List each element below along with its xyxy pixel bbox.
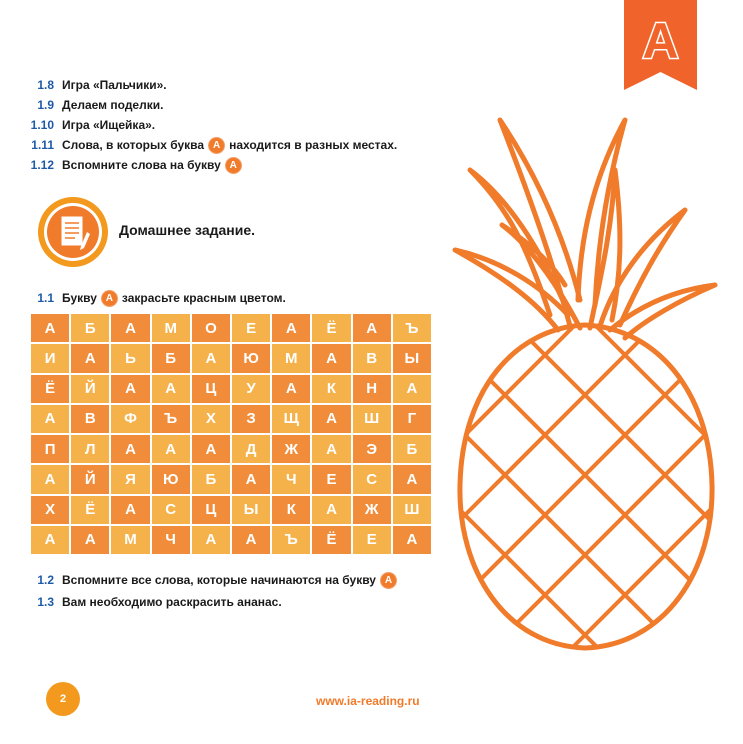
grid-cell[interactable]: А	[111, 496, 149, 524]
grid-cell[interactable]: Й	[71, 375, 109, 403]
grid-cell[interactable]: Ш	[353, 405, 391, 433]
grid-cell[interactable]: Ь	[111, 344, 149, 372]
grid-cell[interactable]: А	[111, 375, 149, 403]
grid-cell[interactable]: У	[232, 375, 270, 403]
grid-cell[interactable]: Ю	[232, 344, 270, 372]
grid-cell[interactable]: А	[111, 314, 149, 342]
grid-cell[interactable]: Ъ	[272, 526, 310, 554]
grid-cell[interactable]: К	[272, 496, 310, 524]
grid-cell[interactable]: Ё	[312, 526, 350, 554]
grid-cell[interactable]: М	[152, 314, 190, 342]
grid-cell[interactable]: К	[312, 375, 350, 403]
letter-ribbon	[624, 0, 697, 90]
grid-cell[interactable]: А	[71, 526, 109, 554]
item-text: Вспомните слова на букву	[62, 158, 221, 172]
grid-cell[interactable]: Ж	[272, 435, 310, 463]
grid-cell[interactable]: М	[272, 344, 310, 372]
list-item	[30, 156, 246, 174]
ribbon-letter: А	[642, 13, 679, 69]
item-text: Делаем поделки.	[62, 98, 164, 112]
item-number: 1.3	[37, 595, 54, 609]
item-text: Вспомните все слова, которые начинаются на букву	[62, 573, 376, 587]
grid-cell[interactable]: А	[31, 526, 69, 554]
grid-cell[interactable]: М	[111, 526, 149, 554]
grid-cell[interactable]: Ё	[71, 496, 109, 524]
grid-cell[interactable]: А	[31, 465, 69, 493]
item-text: Слова, в которых буква	[62, 138, 205, 152]
homework-document-icon	[37, 196, 109, 268]
grid-cell[interactable]: Ъ	[152, 405, 190, 433]
grid-cell[interactable]: А	[232, 526, 270, 554]
grid-cell[interactable]: З	[232, 405, 270, 433]
grid-cell[interactable]: Щ	[272, 405, 310, 433]
item-number: 1.1	[37, 291, 54, 305]
list-item	[30, 593, 282, 611]
letter-badge: А	[225, 157, 242, 174]
item-number: 1.11	[31, 138, 54, 152]
list-item	[30, 289, 286, 307]
grid-cell[interactable]: Я	[111, 465, 149, 493]
grid-cell[interactable]: А	[192, 526, 230, 554]
grid-cell[interactable]: Ш	[393, 496, 431, 524]
grid-cell[interactable]: Б	[71, 314, 109, 342]
list-item	[30, 76, 167, 94]
list-item	[30, 136, 397, 154]
item-number: 1.2	[37, 573, 54, 587]
item-text: Игра «Пальчики».	[62, 78, 167, 92]
item-text-tail: находится в разных местах.	[229, 138, 398, 152]
grid-cell[interactable]: О	[192, 314, 230, 342]
grid-cell[interactable]: Е	[232, 314, 270, 342]
grid-cell[interactable]: Е	[353, 526, 391, 554]
grid-cell[interactable]: Ц	[192, 375, 230, 403]
grid-cell[interactable]: Б	[192, 465, 230, 493]
grid-cell[interactable]: Э	[353, 435, 391, 463]
grid-cell[interactable]: Л	[71, 435, 109, 463]
grid-cell[interactable]: А	[312, 496, 350, 524]
grid-cell[interactable]: А	[232, 465, 270, 493]
page-number: 2	[46, 682, 80, 716]
grid-cell[interactable]: С	[152, 496, 190, 524]
grid-cell[interactable]: Й	[71, 465, 109, 493]
grid-cell[interactable]: Х	[192, 405, 230, 433]
grid-cell[interactable]: В	[71, 405, 109, 433]
grid-cell[interactable]: Ё	[31, 375, 69, 403]
item-text: Игра «Ищейка».	[62, 118, 156, 132]
item-text-tail: закрасьте красным цветом.	[121, 291, 286, 305]
grid-cell[interactable]: А	[111, 435, 149, 463]
pineapple-outline-illustration	[440, 100, 730, 670]
grid-cell[interactable]: С	[353, 465, 391, 493]
grid-cell[interactable]: А	[393, 375, 431, 403]
item-number: 1.12	[30, 158, 54, 172]
grid-cell[interactable]: Ц	[192, 496, 230, 524]
list-item	[30, 116, 155, 134]
grid-cell[interactable]: А	[312, 435, 350, 463]
grid-cell[interactable]: А	[31, 314, 69, 342]
homework-title: Домашнее задание.	[119, 222, 256, 238]
list-item	[30, 571, 401, 589]
grid-cell[interactable]: Ф	[111, 405, 149, 433]
grid-cell[interactable]: П	[31, 435, 69, 463]
item-number: 1.9	[37, 98, 54, 112]
grid-cell[interactable]: Ё	[312, 314, 350, 342]
grid-cell[interactable]: Ю	[152, 465, 190, 493]
grid-cell[interactable]: А	[71, 344, 109, 372]
grid-cell[interactable]: В	[353, 344, 391, 372]
grid-cell[interactable]: А	[272, 314, 310, 342]
grid-cell[interactable]: Ы	[232, 496, 270, 524]
letter-badge: А	[101, 290, 118, 307]
grid-cell[interactable]: Ж	[353, 496, 391, 524]
footer-website-link[interactable]: www.ia-reading.ru	[316, 694, 420, 708]
grid-cell[interactable]: Н	[353, 375, 391, 403]
grid-cell[interactable]: А	[312, 405, 350, 433]
grid-cell[interactable]: Х	[31, 496, 69, 524]
grid-cell[interactable]: А	[152, 375, 190, 403]
letter-badge: А	[380, 572, 397, 589]
grid-cell[interactable]: А	[192, 344, 230, 372]
grid-cell[interactable]: Б	[393, 435, 431, 463]
item-number: 1.10	[30, 118, 54, 132]
letter-badge: А	[208, 137, 225, 154]
grid-cell[interactable]: Ч	[272, 465, 310, 493]
letter-grid	[31, 314, 431, 554]
grid-cell[interactable]: А	[152, 435, 190, 463]
grid-cell[interactable]: Д	[232, 435, 270, 463]
grid-cell[interactable]: А	[192, 435, 230, 463]
item-text: Вам необходимо раскрасить ананас.	[62, 595, 282, 609]
grid-cell[interactable]: А	[31, 405, 69, 433]
item-number: 1.8	[37, 78, 54, 92]
grid-cell[interactable]: А	[312, 344, 350, 372]
grid-cell[interactable]: Ъ	[393, 314, 431, 342]
item-text: Букву	[62, 291, 97, 305]
grid-cell[interactable]: Б	[152, 344, 190, 372]
grid-cell[interactable]: И	[31, 344, 69, 372]
grid-cell[interactable]: А	[393, 526, 431, 554]
grid-cell[interactable]: Е	[312, 465, 350, 493]
grid-cell[interactable]: Ы	[393, 344, 431, 372]
grid-cell[interactable]: Ч	[152, 526, 190, 554]
grid-cell[interactable]: А	[393, 465, 431, 493]
list-item	[30, 96, 163, 114]
grid-cell[interactable]: А	[272, 375, 310, 403]
grid-cell[interactable]: А	[353, 314, 391, 342]
grid-cell[interactable]: Г	[393, 405, 431, 433]
